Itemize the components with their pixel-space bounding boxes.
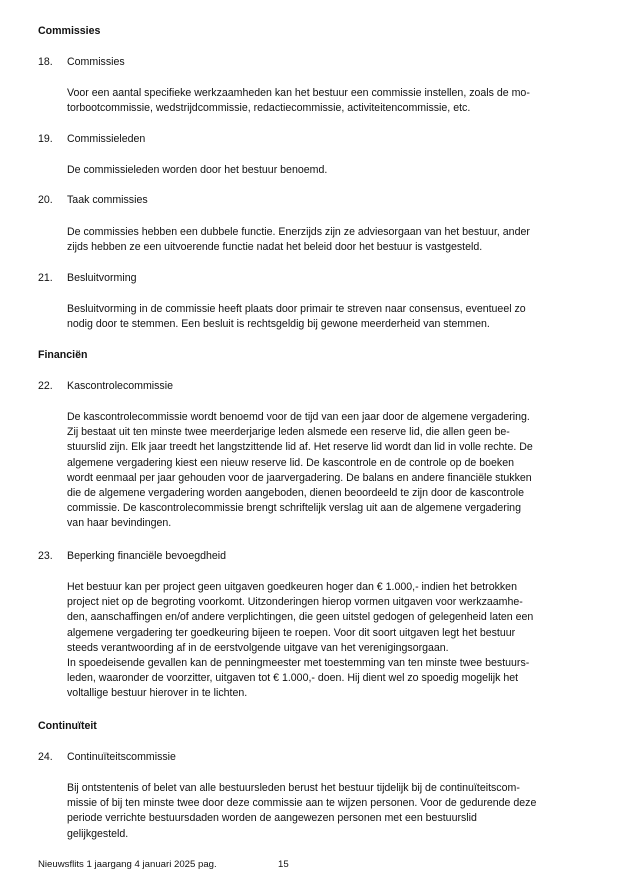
body-line: algemene vergadering kiest een nieuw reserve lid. De kascontrole en de controle op de boeken (67, 456, 514, 469)
article-body (67, 410, 587, 532)
body-line: Besluitvorming in de commissie heeft plaats door primair te streven naar consensus, eventueel zo (67, 303, 526, 315)
article-number: 18. (38, 56, 53, 68)
body-line: missie of bij ten minste twee door deze commissie aan te wijzen personen. Voor de gedurende deze (67, 797, 537, 810)
article-body (67, 225, 587, 255)
body-line: steeds verantwoording af in de eerstvolgende uitgave van het verenigingsorgaan. (67, 641, 449, 654)
body-line: stuurslid zijn. Elk jaar treedt het langstzittende lid af. Het reserve lid wordt dan lid in volle rechte. De (67, 441, 533, 454)
article-body (67, 163, 587, 178)
body-line: De commissieleden worden door het bestuur benoemd. (67, 164, 328, 176)
body-line: gelijkgesteld. (67, 827, 129, 840)
body-line: project niet op de begroting voorkomt. Uitzonderingen hierop vormen uitgaven voor werkzaamhe- (67, 596, 523, 609)
body-line: den, aanschaffingen en/of andere verplichtingen, die geen uitstel gedogen of gelegenheid laten een (67, 611, 534, 624)
body-line: zijds hebben ze een uitvoerende functie nadat het beleid door het bestuur is vastgesteld. (67, 241, 483, 254)
article-title: Continuïteitscommissie (67, 751, 176, 763)
section-heading-financien: Financiën (38, 349, 88, 361)
article-body (67, 781, 587, 842)
article-body (67, 580, 587, 702)
body-line: Voor een aantal specifieke werkzaamheden kan het bestuur een commissie instellen, zoals de mo- (67, 87, 530, 99)
article-number: 19. (38, 133, 53, 145)
article-number: 21. (38, 272, 53, 284)
body-line: commissie. De kascontrolecommissie brengt schriftelijk verslag uit aan de algemene vergadering (67, 502, 521, 515)
article-number: 24. (38, 751, 53, 763)
body-line: Het bestuur kan per project geen uitgaven goedkeuren hoger dan € 1.000,- indien het betrokken (67, 581, 517, 593)
article-title: Beperking financiële bevoegdheid (67, 550, 227, 562)
section-heading-commissies: Commissies (38, 25, 101, 37)
body-line: leden, waaronder de voorzitter, uitgaven tot € 1.000,- doen. Hij dient wel zo spoedig mogelijk het (67, 672, 519, 685)
article-body (67, 302, 587, 332)
article-title: Commissies (67, 56, 125, 68)
section-heading-continuiteit: Continuïteit (38, 720, 97, 732)
article-number: 22. (38, 380, 53, 392)
footer-text: Nieuwsflits 1 jaargang 4 januari 2025 pag. (38, 859, 217, 870)
footer-page-number: 15 (278, 859, 289, 870)
article-number: 20. (38, 194, 53, 206)
body-line: De commissies hebben een dubbele functie. Enerzijds zijn ze adviesorgaan van het bestuur, ander (67, 226, 530, 238)
body-line: De kascontrolecommissie wordt benoemd voor de tijd van een jaar door de algemene vergadering. (67, 411, 530, 423)
body-line: In spoedeisende gevallen kan de penningmeester met toestemming van ten minste twee bestuurs- (67, 657, 530, 670)
article-number: 23. (38, 550, 53, 562)
body-line: torbootcommissie, wedstrijdcommissie, redactiecommissie, activiteitencommissie, etc. (67, 102, 471, 115)
body-line: nodig door te stemmen. Een besluit is rechtsgeldig bij gewone meerderheid van stemmen. (67, 318, 490, 331)
body-line: Zij bestaat uit ten minste twee meerderjarige leden alsmede een reserve lid, die allen geen be- (67, 426, 510, 439)
body-line: die de algemene vergadering worden aangeboden, dienen beoordeeld te zijn door de kascontrole (67, 487, 525, 500)
article-title: Taak commissies (67, 194, 148, 206)
article-title: Kascontrolecommissie (67, 380, 173, 392)
body-line: algemene vergadering ter goedkeuring bijeen te roepen. Voor dit soort uitgaven legt het bestuur (67, 626, 516, 639)
article-title: Besluitvorming (67, 272, 137, 284)
body-line: van haar bevindingen. (67, 517, 172, 530)
body-line: wordt eenmaal per jaar gehouden voor de jaarvergadering. De balans en andere financiële stukken (67, 471, 532, 484)
body-line: periode verrichte bestuursdaden worden de aangewezen personen met een bestuurslid (67, 812, 477, 825)
article-title: Commissieleden (67, 133, 146, 145)
body-line: voltallige bestuur hierover in te lichten. (67, 687, 248, 700)
article-body (67, 86, 587, 116)
body-line: Bij ontstentenis of belet van alle bestuursleden berust het bestuur tijdelijk bij de continuïteitscom- (67, 782, 520, 794)
